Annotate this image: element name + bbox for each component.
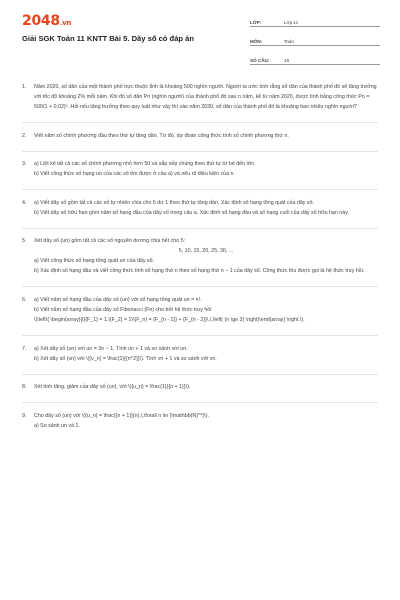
question-part-b: b) Xét dãy số (vn) với \({v_n} = \frac{1}{{n^2}}\). Tính vn + 1 và so sánh với vn. (34, 355, 217, 362)
meta-key: MÔN: (250, 39, 263, 44)
site-logo[interactable] (22, 13, 71, 29)
question-text: Xét tính tăng, giảm của dãy số (un), với \({u_n} = \frac{1}{{n + 1}}\). (34, 384, 191, 391)
question-5 (22, 236, 378, 276)
question-6 (22, 295, 378, 325)
divider (22, 286, 378, 287)
question-text: Năm 2020, số dân của một thành phố trực thuộc tỉnh là khoảng 500 nghìn người. Người ta ước tính rằng số dân của thành phố đó sẽ tăng trưởng với tốc độ khoảng 2% mỗi năm. Khi đó số dân Pn (nghìn người) của thành phố đó sau n năm, kể từ năm 2020, được tính bằng công thức Pn = 500(1 + 0,02)ⁿ. Hỏi nếu tăng trưởng theo quy luật như vậy thì vào năm 2030, số dân của thành phố đó là khoảng bao nhiêu nghìn người? (34, 84, 377, 110)
question-number: 4. (22, 199, 27, 206)
question-text: Xét dãy số (un) gồm tất cả các số nguyên dương chia hết cho 5: (34, 238, 186, 245)
meta-row-subject (250, 31, 380, 46)
question-number: 1. (22, 84, 27, 90)
question-text: Viết năm số chính phương đầu theo thứ tự tăng dần. Từ đó, dự đoán công thức tính số chính phương thứ n. (34, 132, 289, 139)
meta-value: Toán (284, 39, 294, 44)
question-number: 8. (22, 384, 27, 391)
meta-table (250, 12, 380, 69)
divider (22, 151, 378, 152)
question-2 (22, 131, 378, 141)
question-text: Cho dãy số (un) với \({u_n} = \frac{{n + 1}}{n},\,\forall n \in {\mathbb{N}^*}\). (34, 412, 209, 419)
question-1 (22, 82, 378, 112)
question-part-a: a) Viết dãy số gồm tất cả các số tự nhiên chia cho 5 dư 1 theo thứ tự tăng dần. Xác định số hạng tổng quát của dãy số. (34, 199, 314, 206)
meta-value: Lớp 11 (284, 20, 299, 25)
meta-value: 18 (284, 58, 290, 63)
question-8 (22, 382, 378, 392)
logo-main: 2048 (22, 13, 60, 29)
question-part-b: b) Viết công thức số hạng un của các số tìm được ở câu a) và nêu rõ điều kiện của n. (34, 171, 235, 178)
divider (22, 374, 378, 375)
question-7 (22, 344, 378, 364)
question-part-b: b) Xác định số hạng đầu và viết công thức tính số hạng thứ n theo số hạng thứ n − 1 của dãy số. Công thức thu được gọi là hệ thức truy hồi. (34, 268, 365, 275)
sequence-example: 5, 10, 15, 20, 25, 30, ... (178, 248, 234, 255)
document-title: Giải SGK Toán 11 KNTT Bài 5. Dãy số có đáp án (22, 34, 195, 43)
question-9 (22, 411, 378, 431)
question-part-a: a) Liệt kê tất cả các số chính phương nhỏ hơn 50 và sắp xếp chúng theo thứ tự từ bé đến lớn. (34, 161, 256, 168)
divider (22, 402, 378, 403)
question-number: 5. (22, 238, 27, 245)
logo-suffix: .vn (59, 19, 72, 27)
question-number: 2. (22, 132, 27, 139)
question-part-b: b) Viết năm số hạng đầu của dãy số Fibonacci (Fn) cho bởi hệ thức truy hồi (34, 306, 212, 313)
question-part-a: a) Viết năm số hạng đầu của dãy số (un) với số hạng tổng quát un = n!. (34, 296, 202, 303)
question-number: 9. (22, 412, 27, 419)
formula-latex: \(\left\{ \begin{array}{l}{F_1} = 1,\{F_2} = 1\\{F_n} = {F_{n - 1}} + {F_{n - 2}}\,\,\left( {n \ge 3} \right)\end{array} \right.\). (34, 316, 305, 323)
question-number: 3. (22, 161, 27, 168)
question-part-b: b) Viết dãy số hữu hạn gồm năm số hạng đầu của dãy số trong câu a. Xác định số hạng đầu và số hạng cuối của dãy số hữu hạn này. (34, 209, 349, 216)
question-number: 6. (22, 296, 27, 303)
divider (22, 189, 378, 190)
question-3 (22, 159, 378, 179)
page-header (0, 0, 400, 62)
divider (22, 122, 378, 123)
question-part-a: a) Xét dãy số (un) với un = 3n − 1. Tính un + 1 và so sánh với un. (34, 345, 188, 352)
question-4 (22, 198, 378, 218)
question-part-a: a) Viết công thức số hạng tổng quát un của dãy số. (34, 258, 155, 265)
divider (22, 228, 378, 229)
question-part-a: a) So sánh un và 1. (34, 422, 80, 429)
meta-row-class (250, 12, 380, 27)
divider (22, 335, 378, 336)
meta-row-count (250, 50, 380, 65)
meta-key: SỐ CÂU: (250, 58, 270, 63)
meta-key: LỚP: (250, 20, 262, 25)
question-number: 7. (22, 345, 27, 352)
question-list (22, 82, 378, 441)
